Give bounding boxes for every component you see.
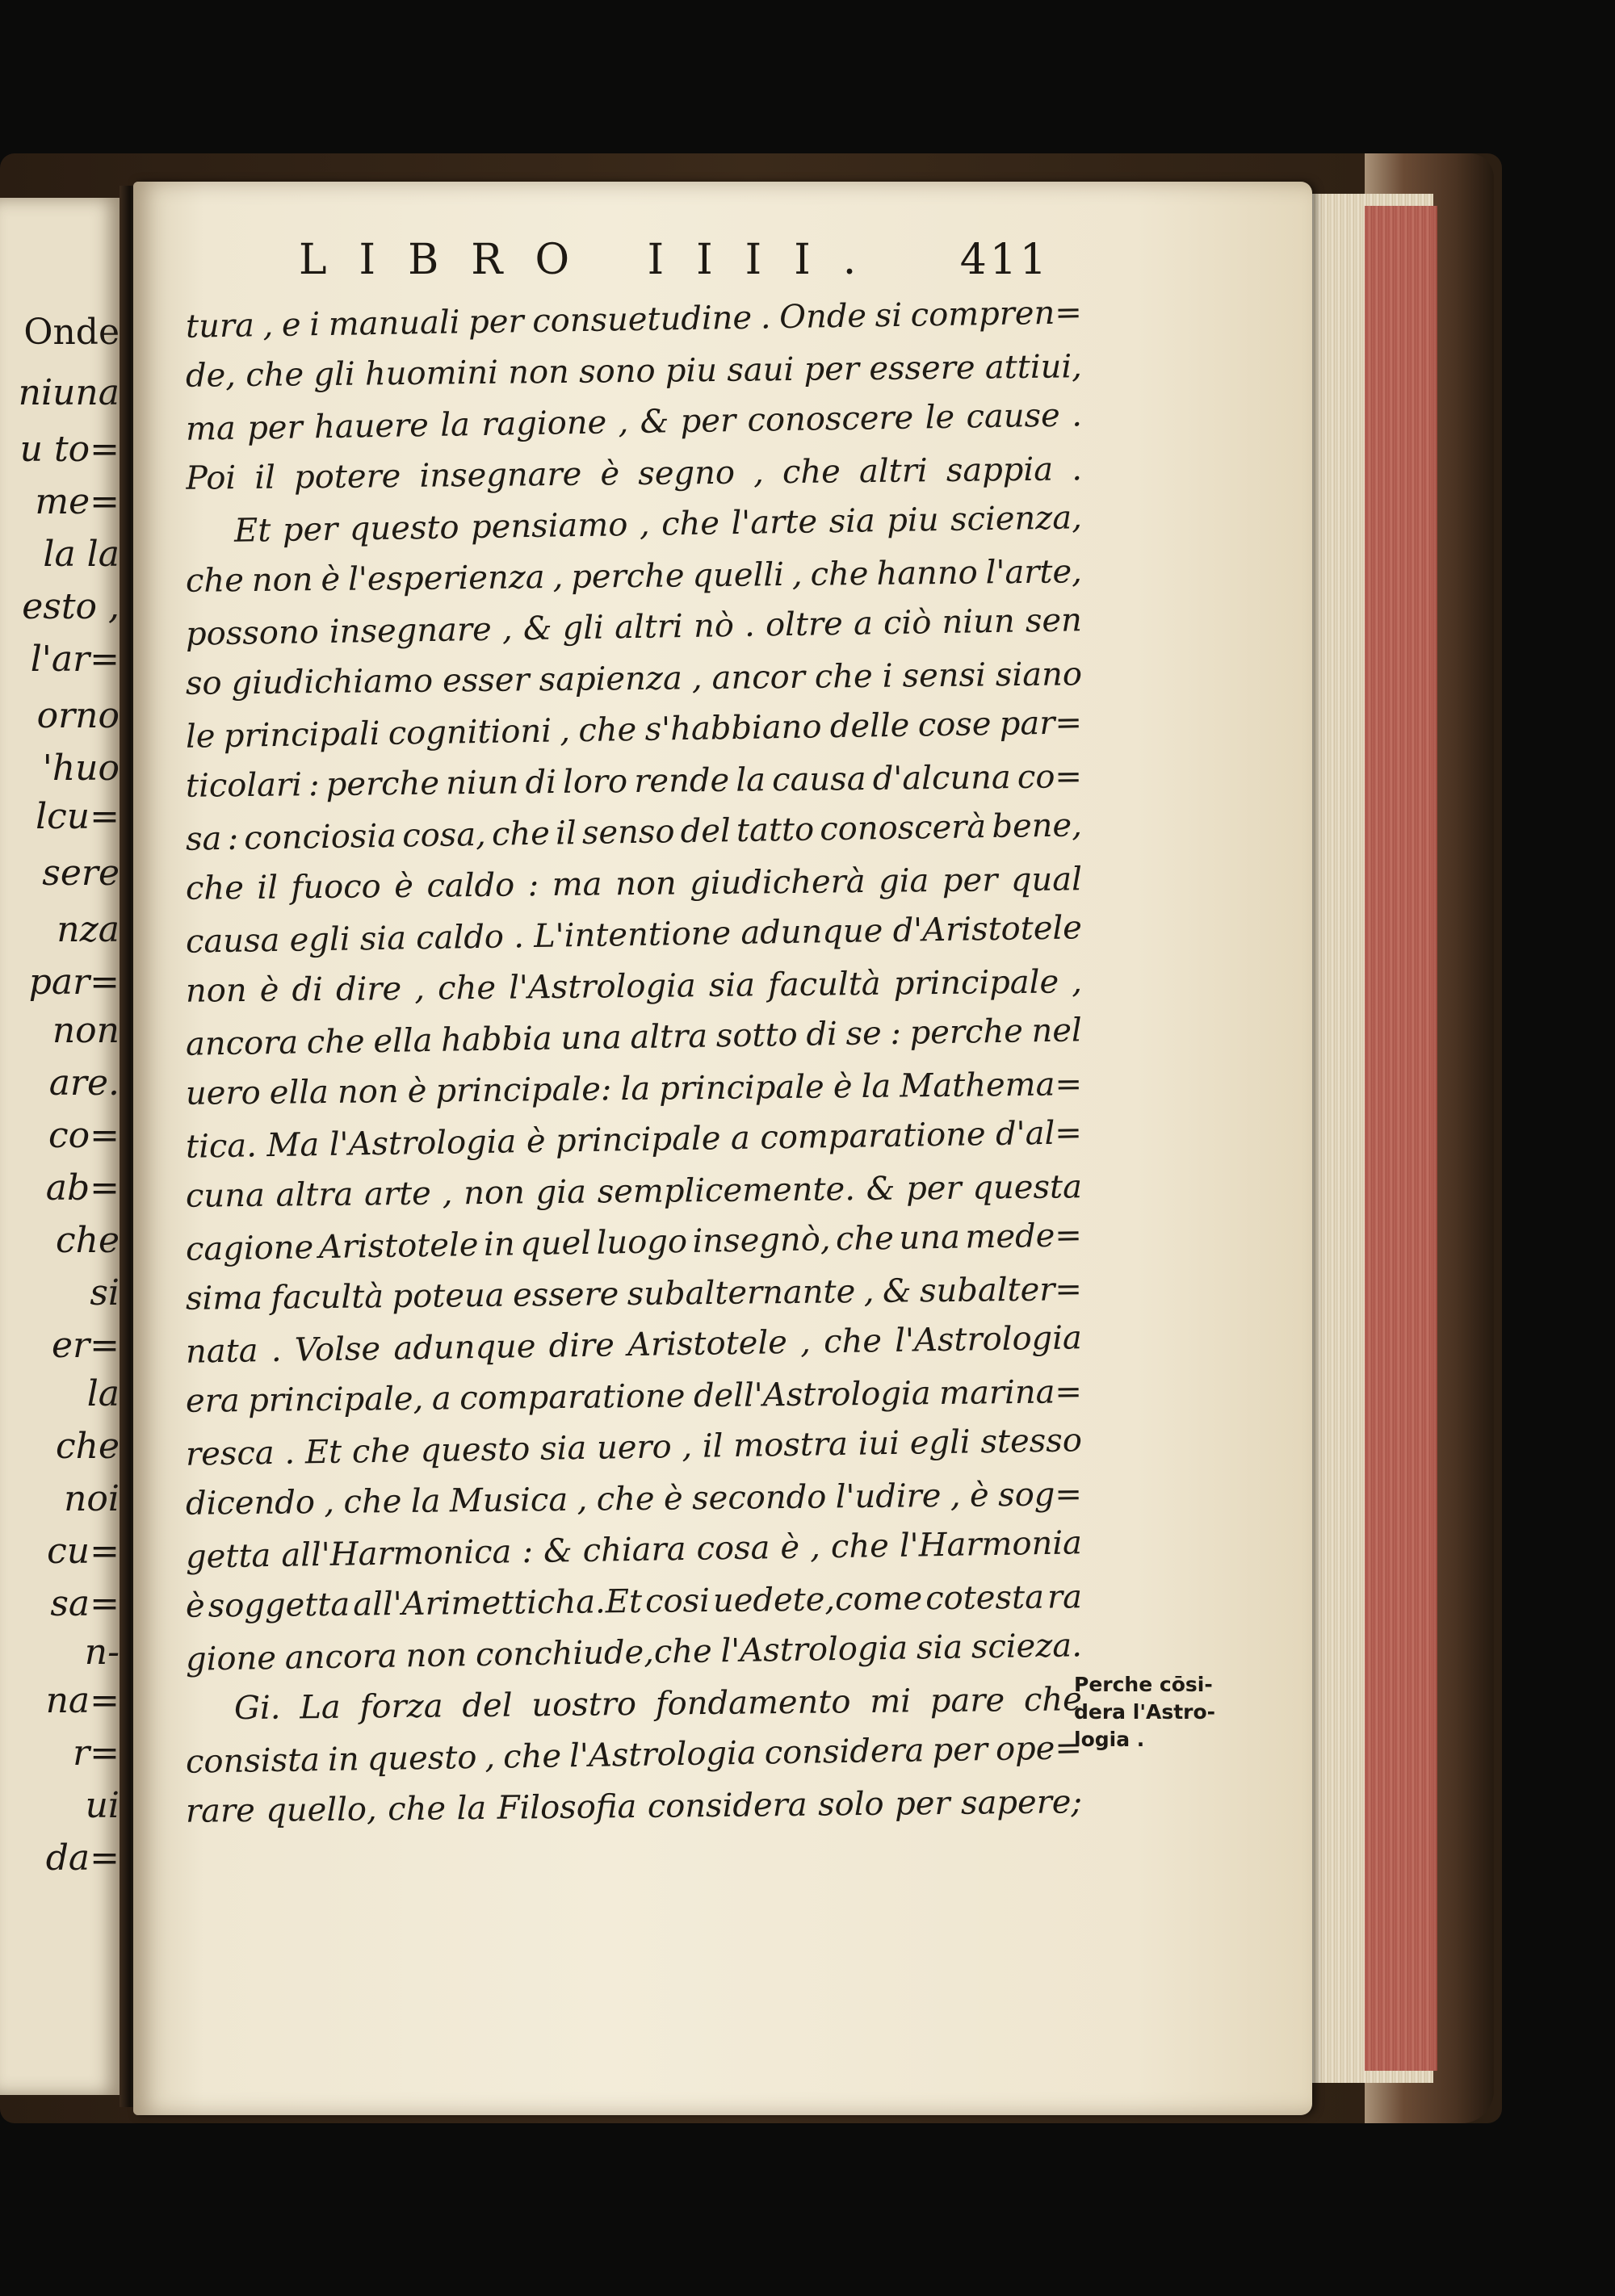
text-line: rare quello, che la Filosofia considera solo per sapere; <box>185 1783 1083 1830</box>
text-line: consista in questo , che l'Astrologia considera per ope= <box>185 1729 1083 1781</box>
marginal-note-line: Perche cōsi- <box>1074 1673 1213 1696</box>
running-title: LIBRO IIII. <box>299 236 889 284</box>
left-page-fragment: noi <box>64 1478 120 1519</box>
left-page-fragment: 'huo <box>42 748 120 789</box>
text-line: possono insegnare , & gli altri nò . oltre a ciò niun sen <box>185 601 1083 653</box>
text-line: cuna altra arte , non gia semplicemente. & per questa <box>185 1167 1083 1215</box>
text-line: Et per questo pensiamo , che l'arte sia piu scienza, <box>233 499 1083 550</box>
marginal-note <box>1074 1671 1235 1753</box>
text-line: ancora che ella habbia una altra sotto di se : perche nel <box>185 1012 1083 1063</box>
body-text <box>186 295 1082 1833</box>
left-page-fragment: me= <box>35 481 120 522</box>
text-line: Gi. La forza del uostro fondamento mi pare che <box>233 1680 1083 1727</box>
left-page-fragment: l'ar= <box>30 639 120 680</box>
left-page-fragment: che <box>55 1426 120 1467</box>
left-page-fragment: Onde <box>23 312 120 353</box>
left-page-fragment: la <box>86 1373 120 1414</box>
text-line: ma per hauere la ragione , & per conoscere le cause . <box>185 396 1083 448</box>
text-line: era principale, a comparatione dell'Astrologia marina= <box>185 1372 1083 1420</box>
text-line: resca . Et che questo sia uero , il mostra iui egli stesso <box>185 1422 1083 1473</box>
text-line: so giudichiamo esser sapienza , ancor che i sensi siano <box>185 655 1083 702</box>
left-page-fragment: are. <box>48 1062 120 1104</box>
left-page-fragment: esto , <box>22 586 120 627</box>
text-line: dicendo , che la Musica , che è secondo l'udire , è sog= <box>185 1475 1083 1523</box>
page-number: 411 <box>959 236 1050 284</box>
left-page-sliver <box>0 198 121 2095</box>
left-page-fragment: n- <box>84 1632 120 1673</box>
left-page-fragment: orno <box>36 695 120 736</box>
text-line: le principali cognitioni , che s'habbiano delle cose par= <box>185 704 1083 756</box>
left-page-fragment: lcu= <box>36 796 120 837</box>
text-line: getta all'Harmonica : & chiara cosa è , che l'Harmonia <box>185 1524 1083 1576</box>
red-sprinkled-edge <box>1365 206 1437 2071</box>
text-line: ticolari : perche niun di loro rende la causa d'alcuna co= <box>185 757 1083 805</box>
text-line: tura , e i manuali per consuetudine . Onde si compren= <box>185 294 1083 346</box>
text-line: sima facultà poteua essere subalternante , & subalter= <box>185 1270 1083 1318</box>
left-page-fragment: ab= <box>45 1167 120 1209</box>
text-line: Poi il potere insegnare è segno , che altri sappia . <box>185 450 1083 497</box>
left-page-fragment: niuna <box>18 372 120 413</box>
text-line: gione ancora non conchiude,che l'Astrologia sia scieza. <box>185 1627 1083 1678</box>
left-page-fragment: si <box>90 1272 120 1313</box>
text-line: causa egli sia caldo . L'intentione adunque d'Aristotele <box>185 909 1083 961</box>
left-page-fragment: r= <box>73 1732 120 1774</box>
left-page-fragment: er= <box>52 1325 120 1366</box>
left-page-fragment: cu= <box>47 1531 120 1572</box>
left-page-fragment: ui <box>85 1785 120 1826</box>
left-page-fragment: sere <box>42 853 120 894</box>
left-page-fragment: na= <box>45 1680 120 1721</box>
left-page-fragment: la la <box>43 534 120 575</box>
left-page-fragment: u to= <box>19 429 120 470</box>
text-line: è soggetta all'Arimetticha.Et cosi uedete,come cotesta ra <box>185 1577 1083 1625</box>
text-line: che non è l'esperienza , perche quelli , che hanno l'arte, <box>185 552 1083 600</box>
left-page-fragment: che <box>55 1220 120 1261</box>
left-page-fragment: par= <box>28 962 120 1003</box>
left-page-fragment: non <box>52 1010 120 1051</box>
text-line: nata . Volse adunque dire Aristotele , che l'Astrologia <box>185 1319 1083 1371</box>
left-page-fragment: sa= <box>50 1583 120 1624</box>
text-line: tica. Ma l'Astrologia è principale a comparatione d'al= <box>185 1114 1083 1166</box>
marginal-note-line: dera l'Astro- <box>1074 1700 1216 1724</box>
text-line: cagione Aristotele in quel luogo insegnò, che una mede= <box>185 1217 1083 1268</box>
marginal-note-line: logia . <box>1074 1728 1145 1751</box>
text-line: che il fuoco è caldo : ma non giudicherà gia per qual <box>185 860 1083 907</box>
text-line: non è di dire , che l'Astrologia sia facultà principale , <box>185 962 1083 1010</box>
left-page-fragment: da= <box>45 1837 120 1879</box>
left-page-fragment: co= <box>48 1115 120 1156</box>
text-line: sa : conciosia cosa, che il senso del tatto conoscerà bene, <box>185 807 1083 858</box>
text-line: uero ella non è principale: la principale è la Mathema= <box>185 1065 1083 1112</box>
running-header <box>299 236 1050 292</box>
text-line: de, che gli huomini non sono piu saui per essere attiui, <box>185 347 1083 395</box>
left-page-fragment: nza <box>57 909 120 950</box>
